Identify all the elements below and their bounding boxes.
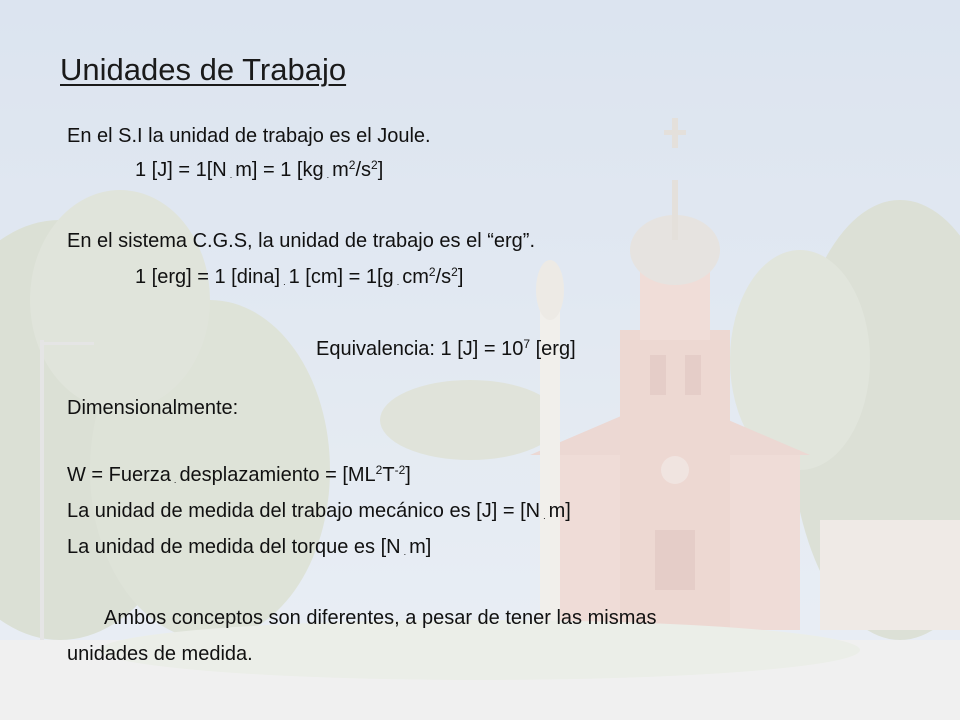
work-part: W = Fuerza [67,464,171,486]
si-eq-part: m] = 1 [kg [235,159,324,181]
multiplication-dot: . [326,170,330,180]
cgs-eq-part: ] [457,266,464,288]
cgs-eq-part: 1 [erg] = 1 [dina] [135,266,281,288]
cgs-eq-part: 1 [cm] = 1[g [288,266,394,288]
equivalence-text: Equivalencia: 1 [J] = 10 [316,338,524,360]
dimensional-heading: Dimensionalmente: [67,397,239,419]
si-intro: En el S.I la unidad de trabajo es el Joule. [67,125,431,147]
si-equation [135,159,383,182]
exponent: 2 [348,158,356,172]
work-part: ] [405,464,411,486]
exponent: 2 [371,158,378,172]
mechanical-work-unit [67,500,571,523]
exponent: 2 [375,463,383,477]
exponent: 2 [451,265,458,279]
torque-unit [67,536,431,559]
slide-title: Unidades de Trabajo [60,52,347,87]
exponent: -2 [394,463,406,477]
si-eq-part: 1 [J] = 1[N [135,159,227,181]
multiplication-dot: . [229,170,233,180]
multiplication-dot: . [283,277,286,287]
multiplication-dot: . [396,277,400,287]
work-part: T [382,464,395,486]
si-eq-part: ] [377,159,384,181]
cgs-equation [135,266,463,289]
exponent: 2 [428,265,436,279]
cgs-intro: En el sistema C.G.S, la unidad de trabajo es el “erg”. [67,230,536,252]
note-line-1: Ambos conceptos son diferentes, a pesar de tener las mismas [104,607,657,629]
work-part: desplazamiento = [ML [179,464,376,486]
work-formula [67,464,411,487]
multiplication-dot: . [173,475,177,485]
equivalence-tail: [erg] [530,338,576,360]
note-line-2: unidades de medida. [67,643,253,665]
mech-part: La unidad de medida del trabajo mecánico es [J] = [N [67,500,541,522]
multiplication-dot: . [543,511,546,521]
mech-part: m] [548,500,571,522]
torque-part: m] [409,536,432,558]
torque-part: La unidad de medida del torque es [N [67,536,401,558]
si-eq-part: m [332,159,349,181]
multiplication-dot: . [403,547,407,557]
exponent: 7 [523,337,531,351]
cgs-eq-part: /s [435,266,452,288]
cgs-eq-part: cm [402,266,429,288]
equivalence [316,338,576,361]
si-eq-part: /s [355,159,372,181]
